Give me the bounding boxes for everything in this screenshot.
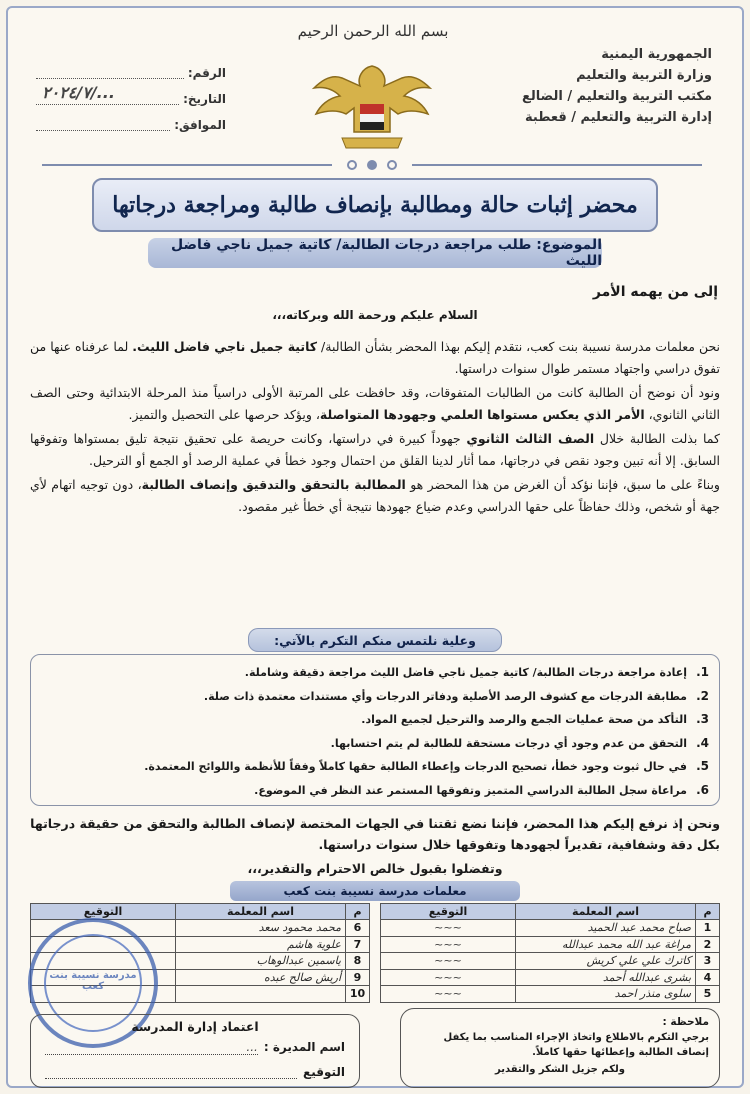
principal-label: اسم المديرة :: [263, 1040, 345, 1054]
yemen-emblem-icon: [302, 48, 442, 158]
table-header: اسم المعلمة: [176, 904, 346, 920]
field-value: ٢٠٢٤/٧/...: [42, 83, 115, 102]
notes-box: [400, 1008, 720, 1088]
table-row: 1 صباح محمد عبد الحميد ~~~: [381, 920, 720, 937]
header-line: الجمهورية اليمنية: [601, 47, 712, 62]
table-header: التوقيع: [31, 904, 176, 920]
notes-text: برجي التكرم بالاطلاع واتخاذ الإجراء المناسب بما يكفل إنصاف الطالبة وإعطائها حقها كاملاً.: [443, 1032, 709, 1058]
paragraph: كما بذلت الطالبة خلال الصف الثالث الثانوي جهوداً كبيرة في دراستها، وكانت حريصة على تحقيق نتيجة تليق بمستواها وتفوقها السابق. إلا أنه تبين وجود نقص في درجاتها، مما أثار لدينا القلق من احتمال وجود خطأ في عملية الرصد أو الجمع أو الترحيل.: [30, 431, 720, 468]
divider-ornament: [42, 158, 702, 172]
approval-title: اعتماد إدارة المدرسة: [131, 1019, 259, 1034]
list-item: 4. التحقق من عدم وجود أي درجات مستحقة للطالبة لم يتم احتسابها.: [330, 735, 709, 750]
body-text: [30, 336, 720, 520]
stamp-text: مدرسة نسيبة بنت كعب: [49, 970, 137, 992]
request-heading: وعلية نلتمس منكم التكرم بالآتي:: [248, 628, 502, 652]
field-label: الموافق: [179, 118, 226, 132]
header-line: إدارة التربية والتعليم / قعطبة: [525, 110, 712, 125]
table-row: 7 علوية هاشم: [31, 936, 370, 953]
field-row: التاريخ : ٢٠٢٤/٧/...: [36, 86, 226, 112]
reference-fields: [36, 60, 226, 138]
signature-line: [45, 1065, 297, 1079]
table-row: 5 سلوى منذر احمد ~~~: [381, 986, 720, 1003]
principal-row: [45, 1040, 345, 1055]
closing-paragraph: ونحن إذ نرفع إليكم هذا المحضر، فإننا نضع ثقتنا في الجهات المختصة لإنصاف الطالبة والتحقق من حقيقة درجاتها بكل دقة وشفافية، تقديراً لجهودها وتفوقها خلال سنوات دراستها.: [30, 816, 720, 852]
signature-row: [45, 1065, 345, 1079]
header-line: مكتب التربية والتعليم / الضالع: [522, 89, 712, 104]
subject-line: الموضوع: طلب مراجعة درجات الطالبة/ كاتية جميل ناجي فاضل الليث: [148, 238, 602, 268]
list-item: 2. مطابقة الدرجات مع كشوف الرصد الأصلية ودفاتر الدرجات وأي مستندات معتمدة ذات صلة.: [203, 688, 709, 703]
list-item: 3. التأكد من صحة عمليات الجمع والرصد والترحيل لجميع المواد.: [361, 712, 709, 726]
table-row: 10: [31, 986, 370, 1003]
table-header: م: [346, 904, 370, 920]
salutation: السلام عليكم ورحمة الله وبركاته،،،: [272, 308, 478, 322]
field-label: الرقم: [192, 66, 226, 80]
notes-title: ملاحظة :: [662, 1016, 709, 1028]
header-line: وزارة التربية والتعليم: [576, 68, 712, 83]
approval-box: [30, 1014, 360, 1088]
signature-label: التوقيع: [303, 1065, 345, 1079]
list-item: 6. مراعاة سجل الطالبة الدراسي المتميز وتفوقها المستمر عند النظر في الموضوع.: [254, 782, 709, 797]
table-row: 4 بشرى عبدالله أحمد ~~~: [381, 969, 720, 986]
document-page: [6, 6, 744, 1088]
table-row: 2 مراغة عبد الله محمد عبدالله ~~~: [381, 936, 720, 953]
list-item: 5. في حال ثبوت وجود خطأ، تصحيح الدرجات وإعطاء الطالبة حقها كاملاً وفقاً للأنظمة واللوائح المعتمدة.: [144, 759, 709, 773]
field-row: الموافق :: [36, 112, 226, 138]
field-label: التاريخ: [187, 92, 226, 106]
paragraph: وبناءً على ما سبق، فإننا نؤكد أن الغرض من هذا المحضر هو المطالبة بالتحقق والتدقيق وإنصاف الطالبة، دون توجيه اتهام لأي جهة أو شخص، وذلك حفاظاً على حقها الدراسي وعدم ضياع جهودها نتيجة أي خطأ غير مقصود.: [30, 477, 720, 514]
regards-line: وتفضلوا بقبول خالص الاحترام والتقدير،،،: [247, 861, 503, 876]
teachers-heading: معلمات مدرسة نسيبة بنت كعب: [230, 881, 520, 901]
table-row: 8 ياسمين عبدالوهاب: [31, 953, 370, 970]
paragraph: نحن معلمات مدرسة نسيبة بنت كعب، نتقدم إليكم بهذا المحضر بشأن الطالبة/ كاتية جميل ناجي فاضل الليث. لما عرفناه عنها من تفوق دراسي واجتهاد مستمر طوال سنوات دراستها.: [30, 339, 721, 376]
greeting: إلى من يهمه الأمر: [592, 284, 718, 300]
table-header: اسم المعلمة: [516, 904, 696, 920]
principal-value: ...: [45, 1040, 258, 1055]
table-header: م: [696, 904, 720, 920]
table-row: 6 محمد محمود سعد: [31, 920, 370, 937]
teachers-table-right: [380, 903, 720, 1003]
document-title: محضر إثبات حالة ومطالبة بإنصاف طالبة ومراجعة درجاتها: [92, 178, 658, 232]
table-header: التوقيع: [381, 904, 516, 920]
header-institution: [512, 44, 712, 128]
paragraph: ونود أن نوضح أن الطالبة كانت من الطالبات المتفوقات، وقد حافظت على المرتبة الأولى دراسياً منذ المرحلة الابتدائية وحتى الصف الثاني الثانوي، الأمر الذي يعكس مستواها العلمي وجهودها المتواصلة، ويؤكد حرصها على التحصيل والتميز.: [30, 385, 720, 422]
requests-list: [30, 654, 720, 806]
table-row: 9 أريش صالح عبده: [31, 969, 370, 986]
basmala: بسم الله الرحمن الرحيم: [297, 22, 449, 40]
list-item: 1. إعادة مراجعة درجات الطالبة/ كاتية جميل ناجي فاضل الليث مراجعة دقيقة وشاملة.: [244, 665, 709, 679]
field-row: الرقم :: [36, 60, 226, 86]
notes-thanks: ولكم جزيل الشكر والتقدير: [494, 1064, 625, 1075]
table-row: 3 كاترك علي علي كريش ~~~: [381, 953, 720, 970]
